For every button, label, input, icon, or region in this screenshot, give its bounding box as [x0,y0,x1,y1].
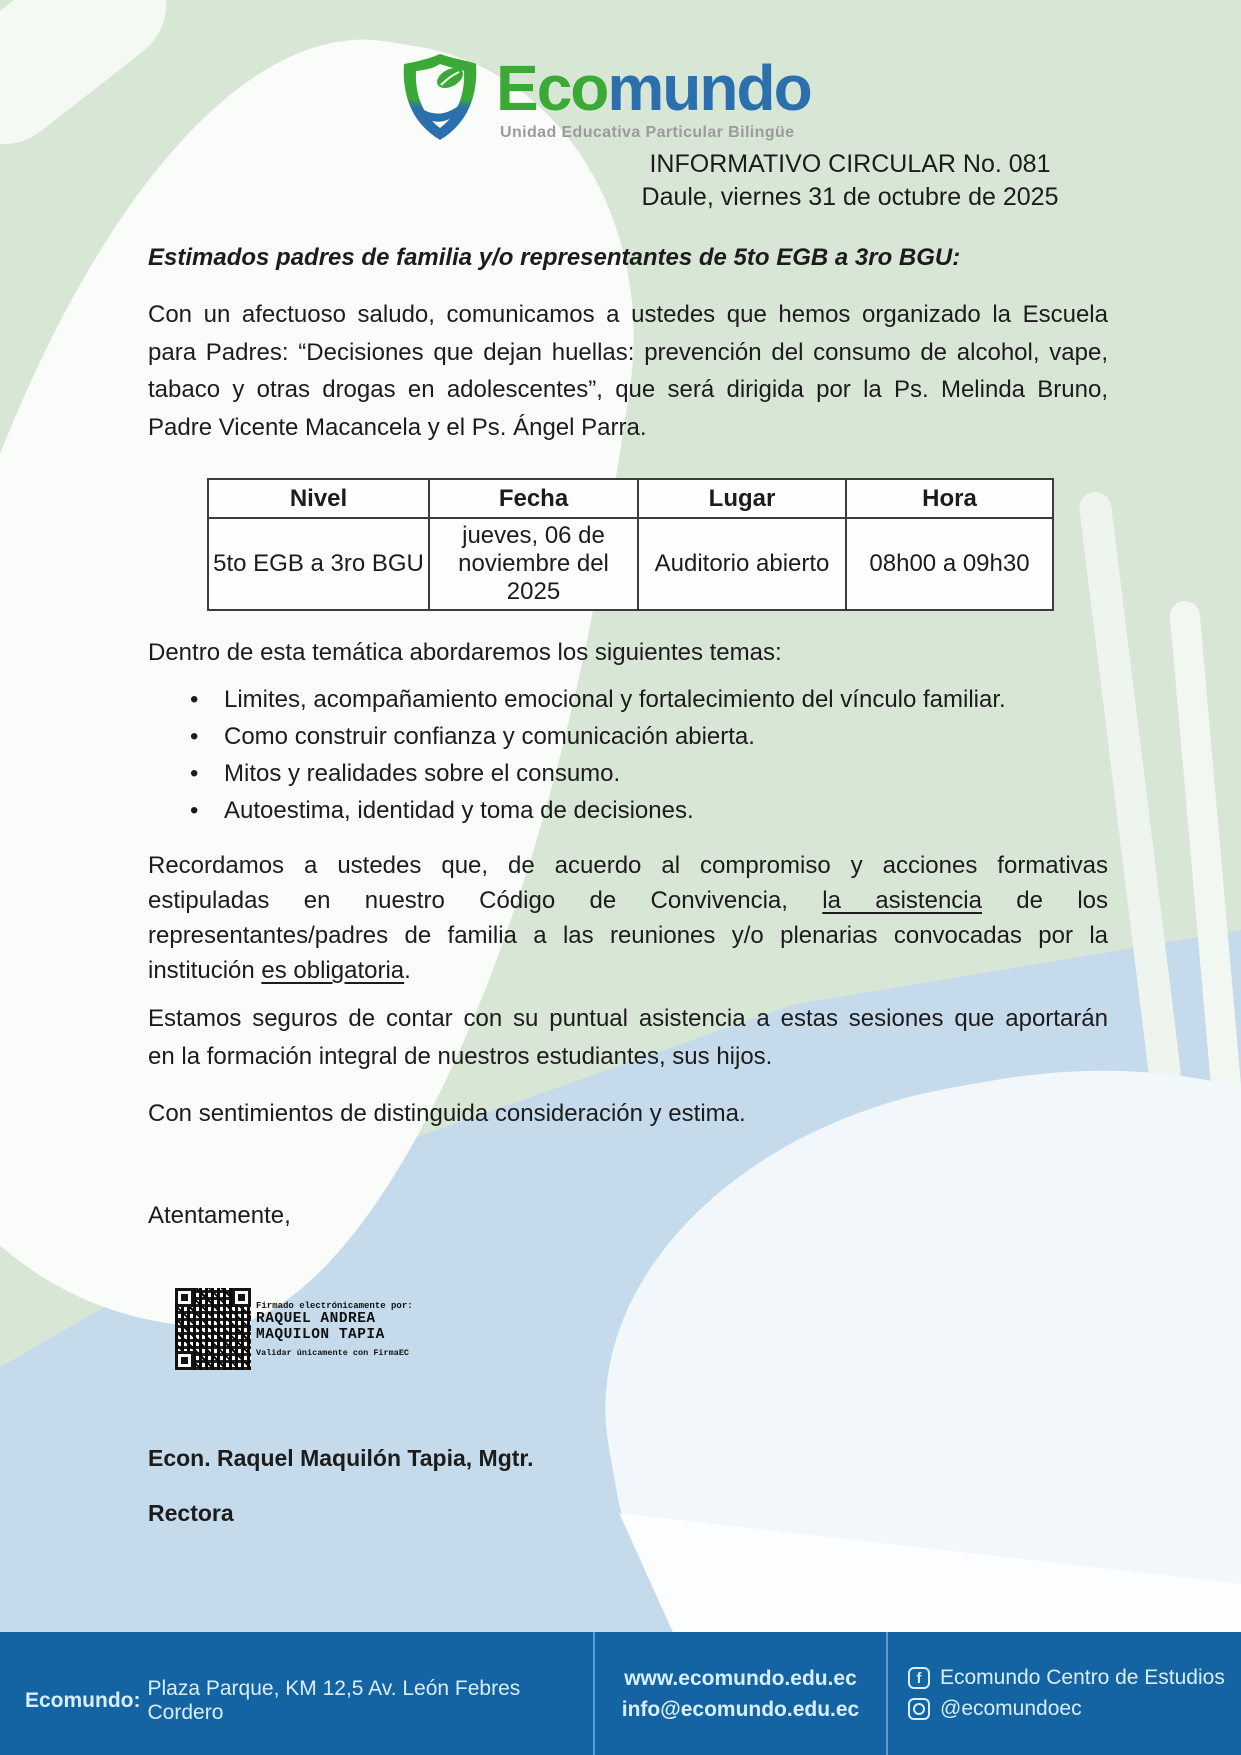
schedule-table [207,478,1054,611]
list-item-text: Como construir confianza y comunicación abierta. [224,723,755,750]
footer-bar [0,1632,1241,1755]
table-header-row [208,479,1053,518]
paragraph-text: institución [148,957,262,984]
cell-hora: 08h00 a 09h30 [846,518,1053,610]
circular-header [540,148,1160,214]
list-item [148,681,1118,718]
wordmark-mundo: mundo [607,52,811,124]
footer-instagram-row [908,1697,1241,1721]
paragraph-line: para Padres: “Decisiones que dejan huellas: prevención del consumo de alcohol, vape, [148,338,1108,366]
facebook-label: Ecomundo Centro de Estudios [940,1666,1225,1689]
qr-finder-pattern [175,1288,194,1307]
assurance-paragraph [148,1000,1108,1075]
topics-list [148,681,1118,829]
bullet-marker: • [190,723,199,750]
paragraph-line: Padre Vicente Macancela y el Ps. Ángel Parra. [148,413,647,441]
list-item-text: Limites, acompañamiento emocional y fortalecimiento del vínculo familiar. [224,686,1006,713]
paragraph-line: Con un afectuoso saludo, comunicamos a ustedes que hemos organizado la Escuela [148,301,1108,328]
circular-date-line: Daule, viernes 31 de octubre de 2025 [641,183,1059,211]
intro-paragraph [148,296,1108,446]
column-header-lugar: Lugar [638,479,846,518]
topics-section [148,638,1118,829]
footer-email: info@ecomundo.edu.ec [621,1697,860,1721]
facebook-icon: f [908,1667,930,1689]
electronic-signature-stamp [175,1288,413,1370]
signature-stamp-text [256,1288,413,1370]
bullet-marker: • [190,686,199,713]
footer-address-label: Ecomundo: [25,1688,141,1712]
obligation-paragraph [148,848,1108,988]
ecomundo-wordmark [496,52,811,124]
circular-number-line: INFORMATIVO CIRCULAR No. 081 [649,150,1051,178]
qr-finder-pattern [175,1351,194,1370]
closing-line: Atentamente, [148,1202,291,1229]
bullet-marker: • [190,760,199,787]
paragraph-line [148,953,1108,988]
instagram-label: @ecomundoec [940,1697,1082,1720]
signer-name: Econ. Raquel Maquilón Tapia, Mgtr. [148,1445,534,1471]
paragraph-text: . [404,957,411,984]
regards-line: Con sentimientos de distinguida consideración y estima. [148,1100,746,1127]
paragraph-line: tabaco y otras drogas en adolescentes”, que será dirigida por la Ps. Melinda Bruno, [148,376,1108,403]
cell-lugar: Auditorio abierto [638,518,846,610]
signer-stamp-name: MAQUILON TAPIA [256,1327,385,1343]
cell-nivel: 5to EGB a 3ro BGU [208,518,429,610]
signer-stamp-name: RAQUEL ANDREA [256,1311,376,1327]
column-header-fecha: Fecha [429,479,638,518]
footer-facebook-row [908,1666,1241,1690]
logo-tagline: Unidad Educativa Particular Bilingüe [500,124,795,141]
background-corner-sliver [0,0,190,168]
paragraph-line: en la formación integral de nuestros estudiantes, sus hijos. [148,1042,773,1070]
list-item [148,792,1118,829]
footer-address-text: Plaza Parque, KM 12,5 Av. León Febres Cordero [147,1676,521,1724]
cell-fecha: jueves, 06 de noviembre del 2025 [429,518,638,610]
footer-website: www.ecomundo.edu.ec [624,1666,857,1690]
table-row [208,518,1053,610]
list-item-text: Autoestima, identidad y toma de decisiones. [224,797,694,824]
list-item [148,718,1118,755]
list-item [148,755,1118,792]
paragraph-line: Estamos seguros de contar con su puntual asistencia a estas sesiones que aportarán [148,1005,1108,1032]
footer-address-section [0,1632,595,1755]
bullet-marker: • [190,797,199,824]
paragraph-line: Recordamos a ustedes que, de acuerdo al compromiso y acciones formativas [148,852,1108,879]
wordmark-eco: Eco [496,52,608,124]
validate-label: Validar únicamente con FirmaEC [256,1348,410,1358]
underlined-text: es obligatoria [261,957,405,984]
signer-title: Rectora [148,1500,234,1526]
qr-finder-pattern [232,1288,251,1307]
footer-contact-section [595,1632,888,1755]
paragraph-line [148,883,1108,918]
footer-social-section [888,1632,1241,1755]
greeting-line: Estimados padres de familia y/o representantes de 5to EGB a 3ro BGU: [148,244,961,271]
instagram-icon [908,1698,930,1720]
column-header-hora: Hora [846,479,1053,518]
qr-code [175,1288,251,1370]
paragraph-text: de los [981,887,1109,914]
list-item-text: Mitos y realidades sobre el consumo. [224,760,621,787]
signed-by-label: Firmado electrónicamente por: [256,1301,413,1311]
underlined-text: la asistencia [822,887,982,914]
paragraph-text: estipuladas en nuestro Código de Convivencia, [148,887,823,914]
paragraph-line: representantes/padres de familia a las reuniones y/o plenarias convocadas por la [148,922,1108,949]
topics-intro: Dentro de esta temática abordaremos los siguientes temas: [148,639,782,666]
column-header-nivel: Nivel [208,479,429,518]
ecomundo-shield-icon [400,52,480,142]
